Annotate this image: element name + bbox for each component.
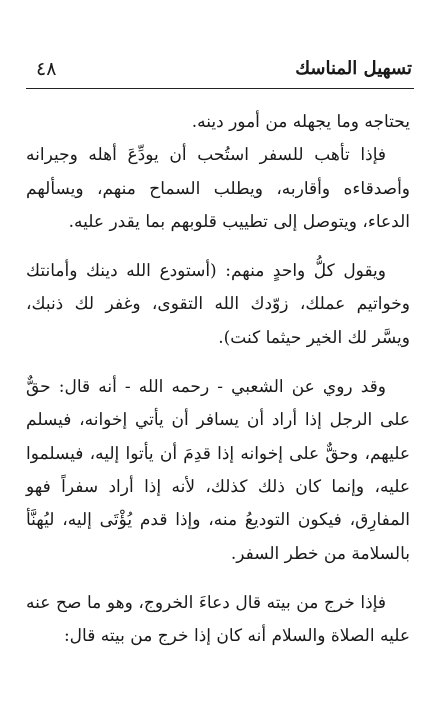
paragraph-1: يحتاجه وما يجهله من أمور دينه. — [191, 112, 410, 132]
paragraph-5: فإذا خرج من بيته قال دعاءَ الخروج، وهو ما صح عنه عليه الصلاة والسلام أنه كان إذا خرج من بيته قال: — [26, 592, 410, 647]
paragraph-4: وقد روي عن الشعبي - رحمه الله - أنه قال: حقٌّ على الرجل إذا أراد أن يسافر أن يأتي إخوانه، فيسلم عليهم، وحقٌّ على إخوانه إذا قدِمَ أن يأتوا إليه، فيسلموا عليه، وإنما كان ذلك كذلك، لأنه إذا أراد سفراً فهو المفارِق، فيكون التوديعُ منه، وإذا قدم يُؤْتَى إليه، ليُهنَّأ بالسلامة من خطر السفر. — [26, 377, 410, 564]
body-text — [26, 106, 410, 653]
running-title: تسهيل المناسك — [295, 58, 412, 79]
page-header — [26, 56, 414, 89]
paragraph-2: فإذا تأهب للسفر استُحب أن يودِّعَ أهله وجيرانه وأصدقاءه وأقاربه، ويطلب السماح منهم، ويسألهم الدعاء، ويتوصل إلى تطييب قلوبهم بما يقدر عليه. — [26, 145, 410, 232]
page-number: ٤٨ — [36, 58, 57, 80]
paragraph-3: ويقول كلُّ واحدٍ منهم: (أستودع الله دينك وأمانتك وخواتيم عملك، زوّدك الله التقوى، وغفر لك ذنبك، ويسَّر لك الخير حيثما كنت). — [26, 261, 410, 348]
